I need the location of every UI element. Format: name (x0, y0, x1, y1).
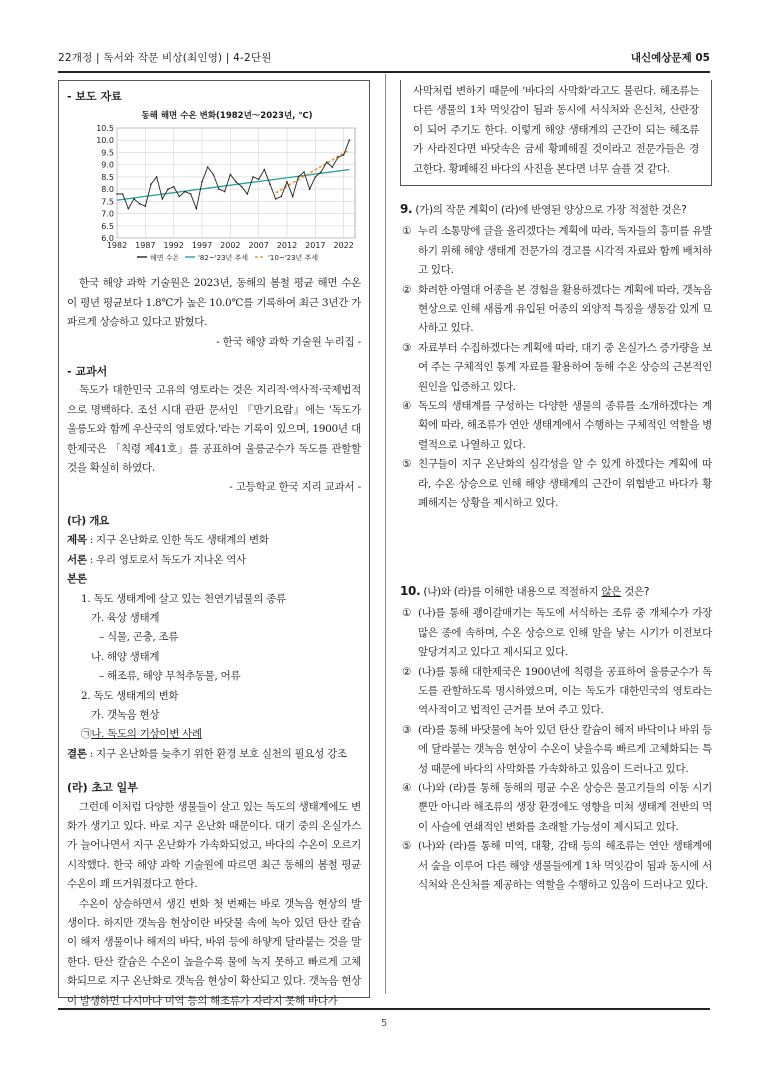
sst-data-point (196, 208, 198, 210)
sst-data-point (275, 198, 277, 200)
option-marker: ⑤ (402, 840, 412, 853)
passage-box (58, 80, 370, 1007)
legend-label: '10~'23년 추세 (268, 254, 319, 263)
option-text: (나)를 통해 괭이갈매기는 독도에 서식하는 조류 중 개체수가 가장 많은 종에 속하며, 수온 상승으로 인해 알을 낳는 시기가 이전보다 앞당겨지고 있다고 제시되고 있다. (418, 607, 712, 659)
header-rule (58, 71, 710, 73)
sst-data-point (326, 162, 328, 164)
textbook-paragraph: 독도가 대한민국 고유의 영토라는 것은 지리적·역사적·국제법적으로 명백하다. 조선 시대 관판 문서인 『만기요람』에는 '독도가 울릉도와 함께 우산국의 영토였다.'라는 기록이 있으며, 1900년 대한제국은 「칙령 제41호」를 공표하여 울릉군수가 독도를 관할할 것을 확실히 하였다. (67, 384, 361, 475)
sst-data-point (235, 181, 237, 183)
question-10-stem-after: 것은? (621, 586, 650, 598)
outline-title: (다) 개요 (67, 514, 109, 527)
x-tick-label: 1982 (106, 241, 128, 251)
outline-topic-label: 제목 (67, 534, 87, 547)
question-10 (400, 582, 712, 896)
outline-marker: ㉠ (81, 728, 92, 741)
answer-option[interactable] (400, 281, 712, 339)
chart-title: 동해 해면 수온 변화(1982년～2023년, ℃) (141, 111, 313, 122)
sst-data-point (241, 186, 243, 188)
option-text: (나)와 (라)를 통해 미역, 대황, 감태 등의 해조류는 연안 생태계에서 숲을 이루어 다른 해양 생물들에게 1차 먹잇감이 됨과 동시에 서식처와 은신처를 제공하는 역할을 수행하고 있음이 드러나고 있다. (418, 840, 712, 892)
sst-data-point (349, 140, 351, 142)
answer-option[interactable] (400, 837, 712, 895)
sst-data-point (218, 189, 220, 191)
press-source: - 한국 해양 과학 기술원 누리집 - (216, 335, 361, 348)
option-text: 누리 소통망에 글을 올리겠다는 계획에 따라, 독자들의 흥미를 유발하기 위해 해양 생태계 전문가의 경고를 시각적 자료와 함께 배치하고 있다. (418, 225, 712, 277)
outline-intro (67, 551, 361, 570)
sst-data-point (286, 181, 288, 183)
sst-data-point (133, 198, 135, 200)
press-paragraph: 한국 해양 과학 기술원은 2023년, 동해의 봄철 평균 해면 수온이 평년 평균보다 1.8℃가 높은 10.0℃를 기록하여 최근 3년간 가파르게 상승하고 있다고 밝혔다. (67, 277, 361, 329)
draft-continuation-box (400, 80, 712, 186)
chart-svg (87, 122, 367, 268)
sst-data-point (213, 174, 215, 176)
y-tick-label: 8.5 (101, 173, 114, 183)
sst-data-point (298, 176, 300, 178)
x-tick-label: 1997 (191, 241, 213, 251)
textbook-title: - 교과서 (67, 365, 108, 379)
question-9 (400, 200, 712, 514)
sst-data-point (224, 191, 226, 193)
sst-data-point (150, 184, 152, 186)
option-text: (라)를 통해 바닷물에 녹아 있던 탄산 칼슘이 해저 바닥이나 바위 등에 달라붙는 갯녹음 현상이 수온이 낮을수록 빠르게 고체화되는 특성 때문에 바다의 사막화를 가속화하고 있음이 드러나고 있다. (418, 723, 712, 775)
question-10-stem-emphasis: 않은 (601, 586, 622, 598)
outline-item: 가. 갯녹음 현상 (91, 708, 160, 721)
outline-section (67, 512, 361, 764)
draft-paragraph-3: 사막처럼 변하기 때문에 '바다의 사막화'라고도 불린다. 해조류는 다른 생물의 1차 먹잇감이 됨과 동시에 서식처와 은신처, 산란장이 되어 주기도 한다. 이렇게 해양 생태계의 근간이 되는 해조류가 사라진다면 바닷속은 금세 황폐해질 것이라고 전문가들은 경고한다. 황폐해진 바다의 사진을 본다면 너무 슬플 것 같다. (413, 85, 699, 175)
sst-data-point (309, 189, 311, 191)
sst-data-point (258, 179, 260, 181)
sst-data-point (201, 181, 203, 183)
page-header (58, 50, 710, 68)
sst-data-point (337, 157, 339, 159)
sst-data-point (139, 203, 141, 205)
answer-option[interactable] (400, 663, 712, 721)
question-10-stem-before: (나)와 (라)를 이해한 내용으로 적절하지 (423, 586, 602, 598)
x-tick-label: 1992 (163, 241, 184, 251)
y-tick-label: 9.0 (101, 161, 114, 171)
plot-area (117, 128, 355, 238)
option-marker: ④ (402, 782, 412, 795)
option-text: 자료부터 수집하겠다는 계획에 따라, 대기 중 온실가스 증가량을 보여 주는 구체적인 통계 자료를 활용하여 동해 수온 상승의 근본적인 원인을 입증하고 있다. (418, 341, 712, 393)
answer-option[interactable] (400, 779, 712, 837)
option-text: (나)를 통해 대한제국은 1900년에 칙령을 공표하여 울릉군수가 독도를 관할하도록 명시하였으며, 이는 독도가 대한민국의 영토라는 역사적이고 법적인 근거를 보여 주고 있다. (418, 665, 712, 717)
y-tick-label: 10.5 (96, 124, 114, 134)
sst-data-point (156, 176, 158, 178)
x-tick-label: 2022 (333, 241, 354, 251)
option-text: 독도의 생태계를 구성하는 다양한 생물의 종류를 소개하겠다는 계획에 따라, 해조류가 연안 생태계에서 수행하는 구체적인 역할을 병렬적으로 나열하고 있다. (418, 400, 712, 451)
x-tick-label: 2017 (305, 241, 326, 251)
option-marker: ④ (402, 400, 412, 413)
sst-data-point (332, 167, 334, 169)
sst-data-point (173, 186, 175, 188)
textbook-source: - 고등학교 한국 지리 교과서 - (229, 481, 361, 494)
sst-data-point (343, 154, 345, 156)
outline-concl-label: 결론 (67, 747, 87, 760)
x-tick-label: 1987 (135, 241, 156, 251)
answer-option[interactable] (400, 397, 712, 455)
question-10-stem-row (400, 582, 712, 602)
draft-paragraph-1: 그런데 이처럼 다양한 생물들이 살고 있는 독도의 생태계에도 변화가 생기고 있다. 바로 지구 온난화 때문이다. 대기 중의 온실가스가 늘어나면서 지구 온난화가 가속화되었고, 바다의 수온이 오르기 시작했다. 한국 해양 과학 기술원에 따르면 최근 동해의 봄철 평균 수온이 꽤 뜨거워졌다고 한다. (67, 800, 361, 891)
column-divider (385, 74, 386, 994)
page-number: 5 (380, 1018, 388, 1029)
outline-item: 나. 해양 생태계 (91, 650, 160, 663)
y-tick-label: 7.0 (101, 209, 114, 219)
option-marker: ② (402, 283, 412, 296)
sst-data-point (145, 206, 147, 208)
answer-option[interactable] (400, 455, 712, 513)
option-marker: ⑤ (402, 458, 412, 471)
outline-intro-text: : 우리 영토로서 독도가 지나온 역사 (89, 553, 246, 566)
outline-item: – 해조류, 해양 무척추동물, 어류 (99, 670, 241, 683)
sst-data-point (281, 196, 283, 198)
legend-label: 해면 수온 (150, 254, 180, 263)
sst-data-point (315, 176, 317, 178)
outline-item: – 식물, 곤충, 조류 (99, 631, 179, 644)
outline-item: 2. 독도 생태계의 변화 (81, 689, 179, 702)
outline-item: 1. 독도 생태계에 살고 있는 천연기념물의 종류 (81, 592, 286, 605)
sst-data-point (252, 176, 254, 178)
question-10-options (400, 604, 712, 895)
sst-chart (87, 110, 367, 270)
x-tick-label: 2007 (248, 241, 269, 251)
option-text: 화려한 아열대 어종을 본 경험을 활용하겠다는 계획에 따라, 갯녹음 현상으로 인해 새롭게 유입된 어종의 외양적 특징을 생동감 있게 묘사하고 있다. (418, 283, 712, 335)
option-text: (나)와 (라)를 통해 동해의 평균 수온 상승은 물고기들의 이동 시기뿐만 아니라 해조류의 생장 환경에도 영향을 미쳐 생태계 전반의 먹이 사슬에 연쇄적인 변화를 초래할 가능성이 제시되고 있다. (418, 782, 712, 833)
outline-conclusion (67, 745, 361, 764)
outline-item: 가. 육상 생태계 (91, 611, 160, 624)
question-9-options (400, 222, 712, 513)
header-exam-label: 내신예상문제 05 (630, 52, 710, 64)
sst-data-point (190, 194, 192, 196)
outline-topic-text: : 지구 온난화로 인한 독도 생태계의 변화 (89, 534, 269, 547)
question-9-number: 9. (400, 202, 413, 216)
footer-rule (58, 1008, 710, 1010)
option-marker: ③ (402, 723, 412, 736)
option-marker: ② (402, 665, 412, 678)
answer-option[interactable] (400, 222, 712, 280)
outline-intro-label: 서론 (67, 553, 87, 566)
draft-title: (라) 초고 일부 (67, 781, 138, 795)
y-tick-label: 6.5 (101, 222, 114, 232)
legend-label: '82~'23년 추세 (198, 254, 249, 263)
sst-data-point (122, 194, 124, 196)
sst-data-point (116, 194, 118, 196)
sst-data-point (247, 194, 249, 196)
sst-data-point (179, 196, 181, 198)
answer-option[interactable] (400, 604, 712, 662)
y-tick-label: 8.0 (101, 185, 114, 195)
header-course-info: 22개정 | 독서와 작문 비상(최인영) | 4-2단원 (58, 52, 272, 64)
outline-marked-text: 나. 독도의 기상이변 사례 (91, 728, 202, 741)
sst-data-point (167, 189, 169, 191)
outline-concl-text: : 지구 온난화를 늦추기 위한 환경 보호 실천의 필요성 강조 (89, 747, 347, 760)
sst-data-point (292, 196, 294, 198)
option-text: 친구들이 지구 온난화의 심각성을 알 수 있게 하겠다는 계획에 따라, 수온 상승으로 인해 해양 생태계의 근간이 위협받고 바다가 황폐해지는 상황을 제시하고 있다. (418, 458, 712, 510)
outline-body-label: 본론 (67, 573, 87, 586)
sst-data-point (184, 191, 186, 193)
question-9-stem: (가)의 작문 계획이 (라)에 반영된 양상으로 가장 적절한 것은? (415, 204, 687, 216)
option-marker: ① (402, 225, 412, 238)
sst-data-point (162, 198, 164, 200)
question-10-number: 10. (400, 584, 421, 598)
question-9-stem-row (400, 200, 712, 220)
answer-option[interactable] (400, 339, 712, 397)
sst-data-point (269, 184, 271, 186)
sst-data-point (303, 172, 305, 174)
y-tick-label: 10.0 (96, 136, 114, 146)
option-marker: ③ (402, 341, 412, 354)
outline-marked-item (67, 725, 361, 744)
y-tick-label: 9.5 (101, 148, 114, 158)
x-tick-label: 2002 (220, 241, 241, 251)
press-title: - 보도 자료 (67, 90, 122, 103)
draft-paragraph-2: 수온이 상승하면서 생긴 변화 첫 번째는 바로 갯녹음 현상의 발생이다. 하지만 갯녹음 현상이란 바닷물 속에 녹아 있던 탄산 칼슘이 해저 생물이나 해저의 바닥, 바위 등에 하얗게 달라붙는 것을 말한다. 탄산 칼슘은 수온이 높을수록 물에 녹지 못하고 빠르게 고체화되므로 지구 온난화로 갯녹음 현상이 확산되고 있다. 갯녹음 현상이 발생하면 다시마나 미역 등의 해조류가 자라지 못해 바다가 (67, 897, 361, 1007)
outline-topic (67, 531, 361, 550)
sst-data-point (230, 174, 232, 176)
answer-option[interactable] (400, 721, 712, 779)
x-tick-label: 2012 (276, 241, 298, 251)
sst-data-point (207, 167, 209, 169)
sst-data-point (128, 208, 130, 210)
sst-data-point (264, 169, 266, 171)
y-tick-label: 6.0 (101, 234, 114, 244)
sst-data-point (320, 172, 322, 174)
option-marker: ① (402, 607, 412, 620)
y-tick-label: 7.5 (101, 197, 114, 207)
